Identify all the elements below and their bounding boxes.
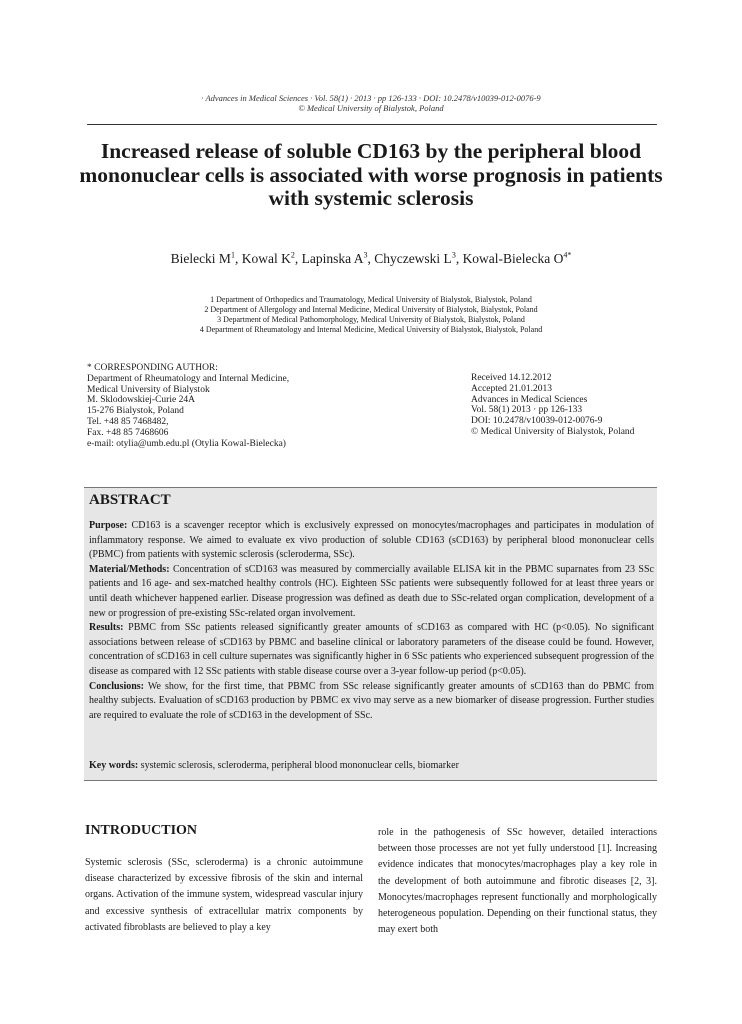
received-date: Received 14.12.2012: [471, 373, 552, 383]
author: Kowal-Bielecka $O^{4*}$: [462, 250, 572, 266]
paragraph: Systemic sclerosis (SSc, scleroderma) is a chronic autoimmune disease characterized by excessive fibrosis of the skin and internal organs. Activation of the immune system, widespread vascular injury and excessive synthesis of extracellular matrix components by activated fibroblasts are believed to play a key: [85, 857, 363, 933]
affiliation: 4 Department of Rheumatology and Internal Medicine, Medical University of Bialystok, Bialystok, Poland: [199, 325, 543, 334]
corr-line: * CORRESPONDING AUTHOR:: [87, 363, 218, 373]
author: Bielecki $M^1$,: [170, 250, 242, 266]
abstract-results: Results: PBMC from SSc patients released significantly greater amounts of sCD163 as compared with HC (p<0.05). No significant associations between release of sCD163 by PBMC and baseline clinical or laboratory parameters of the disease could be found. However, concentration of sCD163 in cell culture supernates was significantly higher in 6 SSc patients who experienced subsequent progression of the disease as compared with 12 SSc patients with stable disease course over a 3-year follow-up period (p<0.05).: [89, 622, 654, 677]
abstract-box: [84, 487, 657, 781]
header-rule: [87, 124, 657, 125]
article-title: Increased release of soluble CD163 by the peripheral blood mononuclear cells is associated with worse prognosis in patients with systemic sclerosis: [79, 139, 663, 210]
corr-line: M. Sklodowskiej-Curie 24A: [87, 395, 195, 406]
affiliation: 3 Department of Medical Pathomorphology, Medical University of Bialystok, Bialystok, Poland: [217, 315, 525, 324]
journal-name: Advances in Medical Sciences: [471, 394, 588, 405]
author-list: [0, 250, 742, 267]
affiliations: [0, 295, 742, 335]
corr-line: Fax. +48 85 7468606: [87, 427, 169, 438]
journal-header: [0, 93, 742, 113]
corr-line: Tel. +48 85 7468482,: [87, 416, 169, 427]
corr-email: e-mail: otylia@umb.edu.pl (Otylia Kowal-Bielecka): [87, 438, 286, 449]
author: Lapinska $A^3$,: [301, 250, 375, 266]
abstract-purpose: Purpose: CD163 is a scavenger receptor which is exclusively expressed on monocytes/macrophages and participates in modulation of inflammatory response. We aimed to evaluate ex vivo production of soluble CD163 (sCD163) by peripheral blood mononuclear cells (PBMC) from patients with systemic sclerosis (scleroderma, SSc).: [89, 520, 654, 561]
volume-info: Vol. 58(1) 2013 · pp 126-133: [471, 405, 583, 416]
copyright: © Medical University of Bialystok, Poland: [471, 426, 635, 437]
body-column-right: [378, 825, 657, 938]
author: Chyczewski $L^3$,: [374, 250, 463, 266]
corr-line: Medical University of Bialystok: [87, 384, 210, 395]
affiliation: 2 Department of Allergology and Internal Medicine, Medical University of Bialystok, Bialystok, Poland: [204, 305, 538, 314]
corr-line: Department of Rheumatology and Internal Medicine,: [87, 373, 290, 384]
paragraph: role in the pathogenesis of SSc however, detailed interactions between those processes are not yet fully understood [1]. Increasing evidence indicates that monocytes/macrophages play a key role in the development of both autoimmune and fibrotic diseases [2, 3]. Monocytes/macrophages represent functionally and morphologically heterogeneous population. Depending on their functional status, they may exert both: [378, 827, 657, 936]
abstract-conclusions: Conclusions: We show, for the first time, that PBMC from SSc release significantly greater amounts of sCD163 than do PBMC from healthy subjects. Evaluation of sCD163 production by PBMC ex vivo may serve as a new biomarker of disease progression. Further studies are required to evaluate the role of sCD163 in the development of SSc.: [89, 680, 654, 721]
corresponding-author: [87, 363, 387, 449]
affiliation: 1 Department of Orthopedics and Traumatology, Medical University of Bialystok, Bialystok, Poland: [210, 295, 532, 304]
keywords: Key words: systemic sclerosis, scleroderma, peripheral blood mononuclear cells, biomarker: [89, 760, 459, 771]
author: Kowal $K^2$,: [241, 250, 302, 266]
journal-copyright: © Medical University of Bialystok, Poland: [298, 103, 444, 113]
abstract-body: [89, 519, 654, 723]
journal-citation: · Advances in Medical Sciences · Vol. 58(1) · 2013 · pp 126-133 · DOI: 10.2478/v10039-012-0076-9: [201, 93, 541, 103]
doi: DOI: 10.2478/v10039-012-0076-9: [471, 416, 603, 427]
abstract-methods: Material/Methods: Concentration of sCD163 was measured by commercially available ELISA kit in the PBMC suparnates from 23 SSc patients and 16 age- and sex-matched healthy controls (HC). Eighteen SSc patients were subsequently followed for at least three years or until death whichever happened earlier. Disease progression was defined as death due to SSc-related organ complication, development of a new or progression of pre-existing SSc-related organ involvement.: [89, 563, 654, 619]
corr-line: 15-276 Bialystok, Poland: [87, 406, 184, 417]
abstract-heading: ABSTRACT: [89, 492, 171, 508]
introduction-heading: INTRODUCTION: [85, 823, 198, 838]
body-column-left: [85, 855, 363, 936]
publication-info: [471, 373, 671, 438]
accepted-date: Accepted 21.01.2013: [471, 383, 552, 394]
